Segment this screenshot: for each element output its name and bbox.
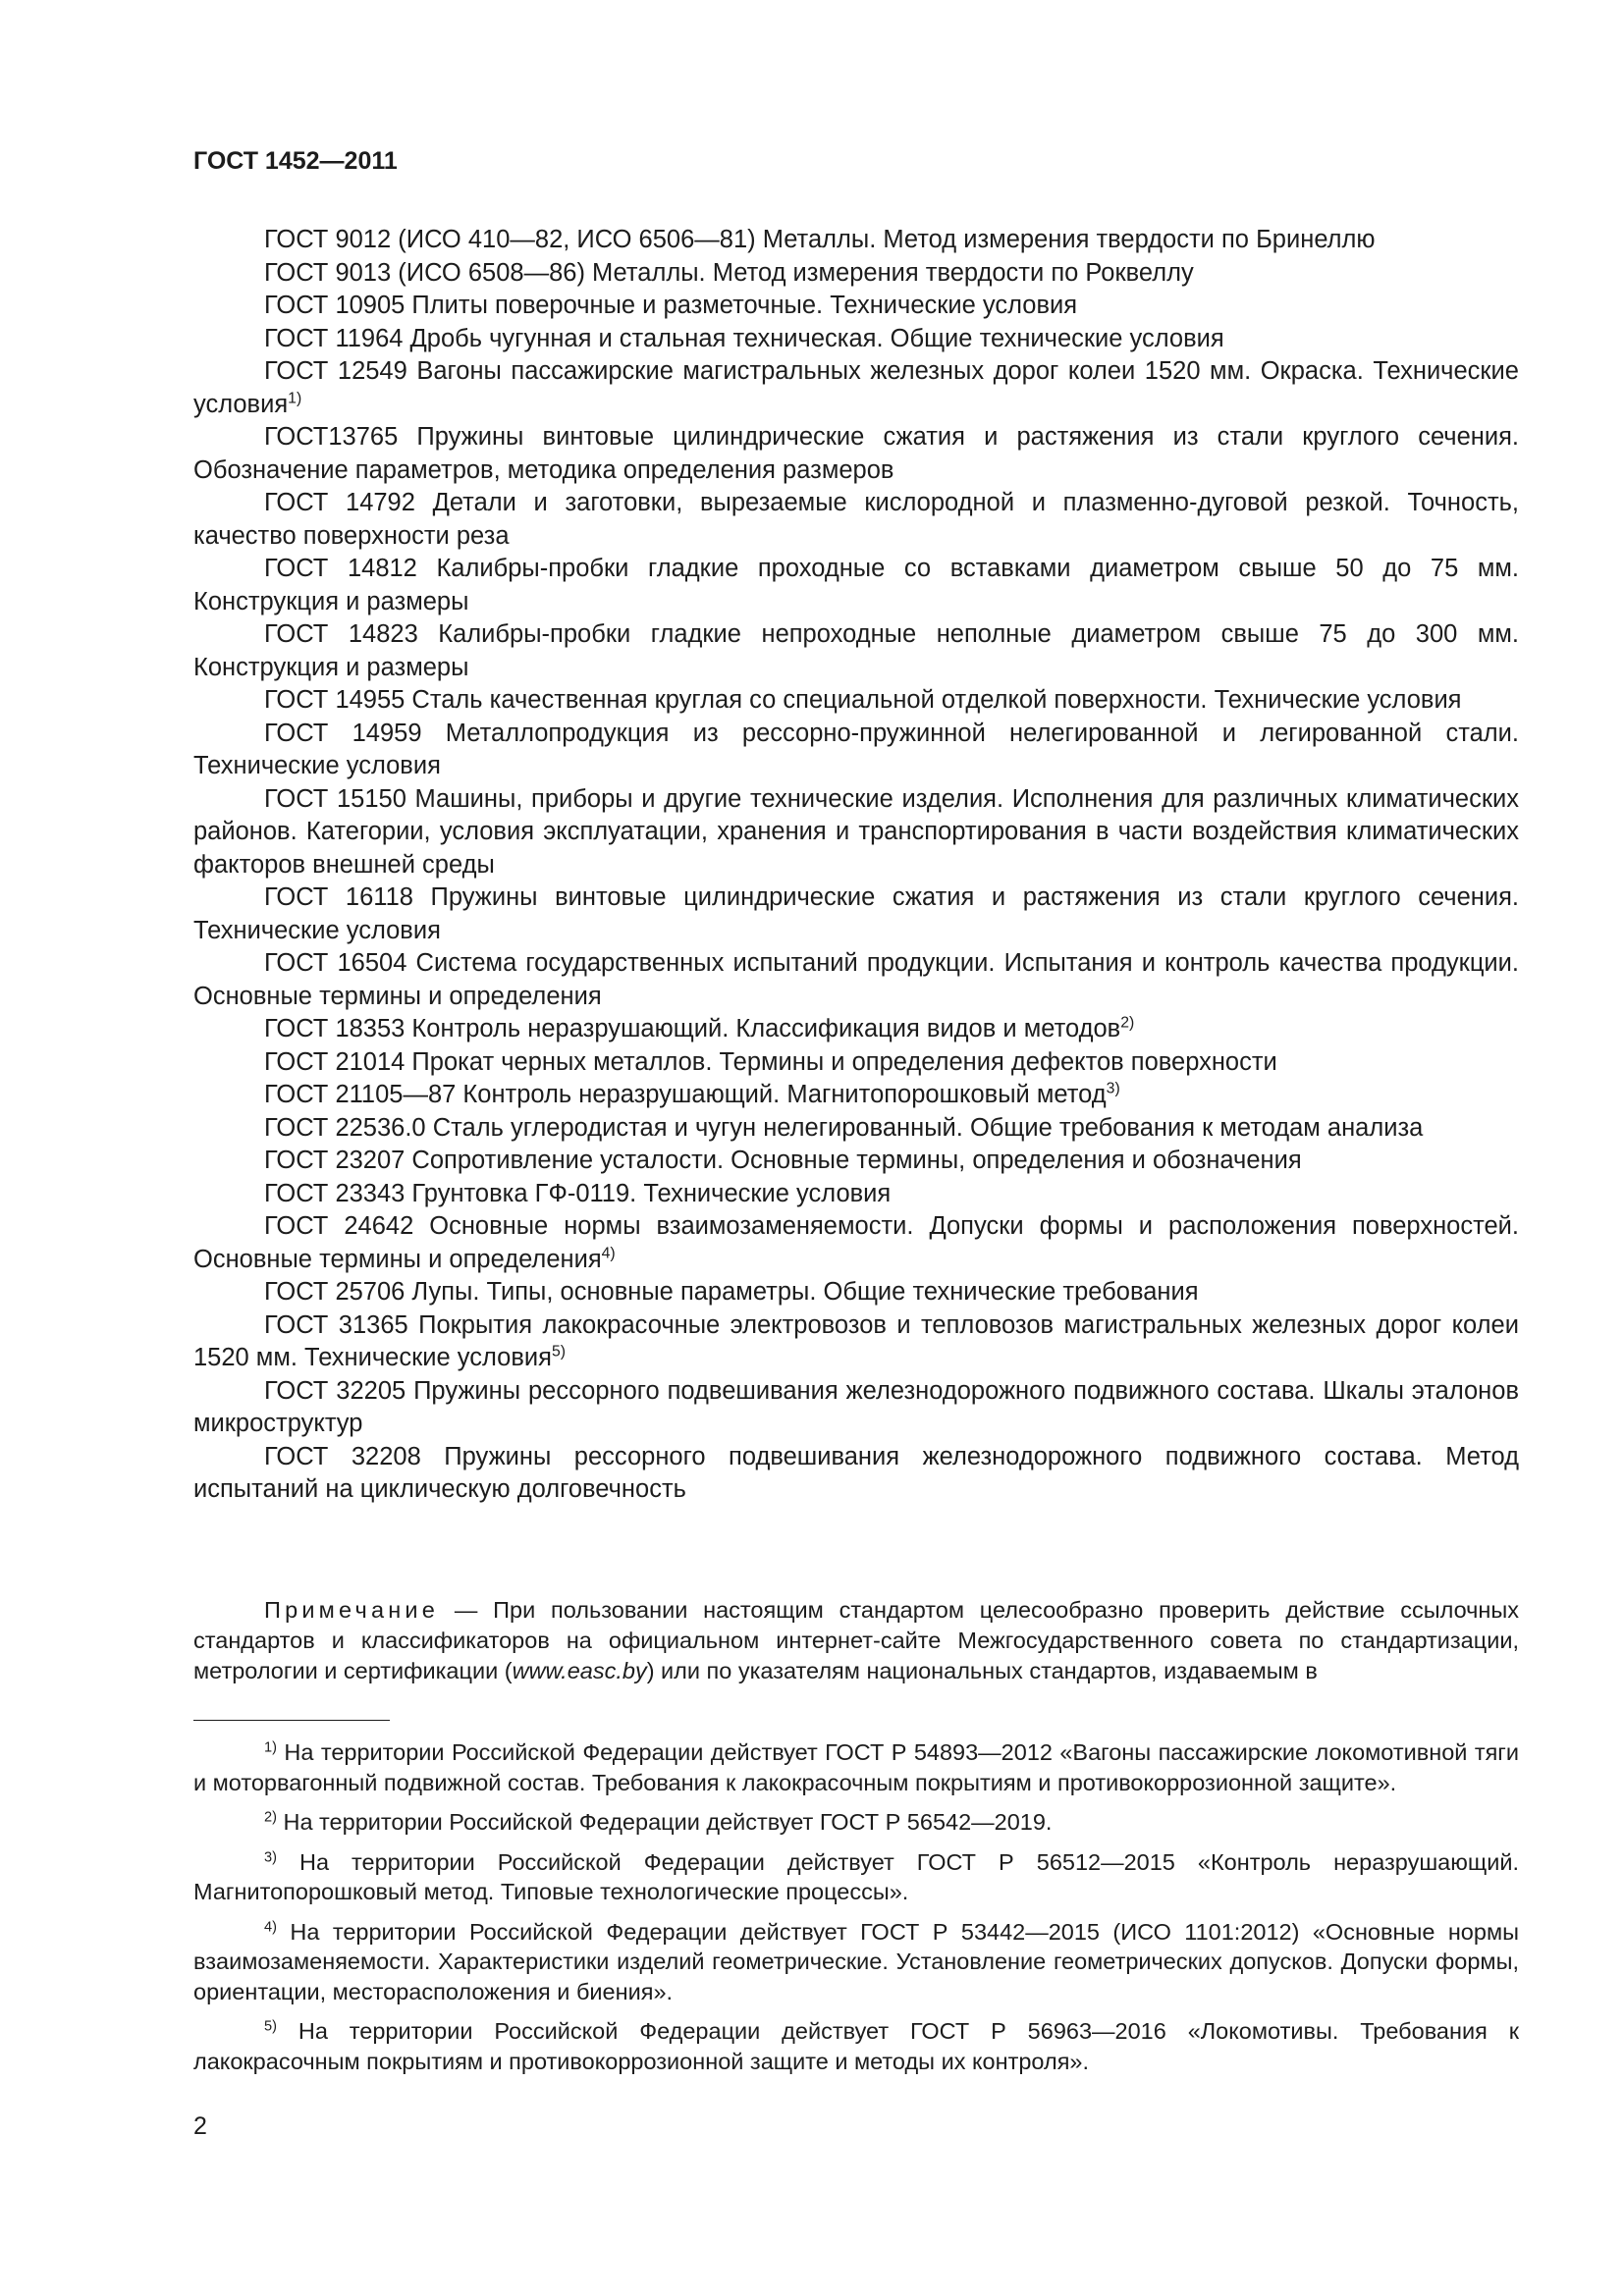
- reference-item: ГОСТ 23343 Грунтовка ГФ-0119. Технические условия: [264, 1179, 892, 1207]
- footnote-item: $^{3)}$ На территории Российской Федерации действует ГОСТ Р 56512—2015 «Контроль неразрушающий. Магнитопорошковый метод. Типовые технологические процессы».: [193, 1848, 1519, 1904]
- reference-item: ГОСТ 12549 Вагоны пассажирские магистральных железных дорог колеи 1520 мм. Окраска. Технические условия$^{1)}$: [193, 357, 1519, 418]
- reference-item: ГОСТ 10905 Плиты поверочные и разметочные. Технические условия: [264, 292, 1078, 319]
- note-paragraph: Примечание — При пользовании настоящим стандартом целесообразно проверить действие ссылочных стандартов и классификаторов на официальном интернет-сайте Межгосударственного совета по стандартизации, метрологии и сертификации (www.easc.by) или по указателям национальных стандартов, издаваемым в: [193, 1597, 1519, 1683]
- footnotes: [193, 1737, 1519, 2086]
- reference-item: ГОСТ 14955 Сталь качественная круглая со специальной отделкой поверхности. Технические условия: [264, 686, 1462, 714]
- reference-item: ГОСТ 21014 Прокат черных металлов. Термины и определения дефектов поверхности: [264, 1047, 1277, 1076]
- reference-item: ГОСТ 9013 (ИСО 6508—86) Металлы. Метод измерения твердости по Роквеллу: [264, 258, 1194, 287]
- reference-item: ГОСТ 32208 Пружины рессорного подвешивания железнодорожного подвижного состава. Метод испытаний на циклическую долговечность: [193, 1442, 1519, 1503]
- reference-item: ГОСТ 9012 (ИСО 410—82, ИСО 6506—81) Металлы. Метод измерения твердости по Бринеллю: [264, 226, 1376, 253]
- footnote-separator: [193, 1720, 390, 1721]
- reference-item: ГОСТ 16504 Система государственных испытаний продукции. Испытания и контроль качества продукции. Основные термины и определения: [193, 949, 1519, 1010]
- reference-item: ГОСТ13765 Пружины винтовые цилиндрические сжатия и растяжения из стали круглого сечения. Обозначение параметров, методика определения размеров: [193, 423, 1519, 484]
- reference-item: ГОСТ 24642 Основные нормы взаимозаменяемости. Допуски формы и расположения поверхностей. Основные термины и определения$^{4)}$: [193, 1212, 1519, 1273]
- reference-item: ГОСТ 21105—87 Контроль неразрушающий. Магнитопорошковый метод$^{3)}$: [264, 1080, 1120, 1108]
- footnote-ref-1: 1): [288, 390, 302, 407]
- note-label: Примечание: [264, 1597, 440, 1623]
- reference-item: ГОСТ 11964 Дробь чугунная и стальная техническая. Общие технические условия: [264, 324, 1224, 352]
- footnote-ref-3: 3): [1106, 1080, 1120, 1097]
- footnote-item: $^{4)}$ На территории Российской Федерации действует ГОСТ Р 53442—2015 (ИСО 1101:2012) «Основные нормы взаимозаменяемости. Характеристики изделий геометрические. Установление геометрических допусков. Допуски формы, ориентации, месторасположения и биения».: [193, 1918, 1519, 2004]
- reference-item: ГОСТ 32205 Пружины рессорного подвешивания железнодорожного подвижного состава. Шкалы эталонов микроструктур: [193, 1376, 1519, 1437]
- reference-item: ГОСТ 14959 Металлопродукция из рессорно-пружинной нелегированной и легированной стали. Технические условия: [193, 719, 1519, 779]
- footnote-ref-4: 4): [601, 1245, 616, 1262]
- reference-item: ГОСТ 14812 Калибры-пробки гладкие проходные со вставками диаметром свыше 50 до 75 мм. Конструкция и размеры: [193, 555, 1519, 615]
- reference-item: ГОСТ 31365 Покрытия лакокрасочные электровозов и тепловозов магистральных железных дорог колеи 1520 мм. Технические условия$^{5)}$: [193, 1310, 1519, 1371]
- footnote-ref-2: 2): [1120, 1014, 1135, 1032]
- reference-item: ГОСТ 15150 Машины, приборы и другие технические изделия. Исполнения для различных климатических районов. Категории, условия эксплуатации, хранения и транспортирования в части воздействия климатических факторов внешней среды: [193, 784, 1519, 879]
- footnote-ref-5: 5): [551, 1343, 566, 1361]
- note-url: www.easc.by: [512, 1658, 647, 1683]
- document-header: ГОСТ 1452—2011: [193, 147, 398, 175]
- reference-item: ГОСТ 25706 Лупы. Типы, основные параметры. Общие технические требования: [264, 1278, 1199, 1306]
- footnote-item: $^{5)}$ На территории Российской Федерации действует ГОСТ Р 56963—2016 «Локомотивы. Требования к лакокрасочным покрытиям и противокоррозионной защите и методы их контроля».: [193, 2018, 1519, 2074]
- page-number: 2: [193, 2112, 207, 2140]
- reference-item: ГОСТ 16118 Пружины винтовые цилиндрические сжатия и растяжения из стали круглого сечения. Технические условия: [193, 883, 1519, 944]
- reference-item: ГОСТ 22536.0 Сталь углеродистая и чугун нелегированный. Общие требования к методам анализа: [264, 1113, 1424, 1142]
- reference-item: ГОСТ 14823 Калибры-пробки гладкие непроходные неполные диаметром свыше 75 до 300 мм. Конструкция и размеры: [193, 620, 1519, 681]
- footnote-item: $^{1)}$ На территории Российской Федерации действует ГОСТ Р 54893—2012 «Вагоны пассажирские локомотивной тяги и моторвагонный подвижной состав. Требования к лакокрасочным покрытиям и противокоррозионной защите».: [193, 1739, 1520, 1795]
- footnote-item: $^{2)}$ На территории Российской Федерации действует ГОСТ Р 56542—2019.: [264, 1809, 1053, 1835]
- reference-item: ГОСТ 18353 Контроль неразрушающий. Классификация видов и методов$^{2)}$: [264, 1014, 1135, 1042]
- reference-item: ГОСТ 14792 Детали и заготовки, вырезаемые кислородной и плазменно-дуговой резкой. Точность, качество поверхности реза: [193, 489, 1519, 550]
- normative-references: [193, 224, 1519, 1507]
- reference-item: ГОСТ 23207 Сопротивление усталости. Основные термины, определения и обозначения: [264, 1147, 1302, 1174]
